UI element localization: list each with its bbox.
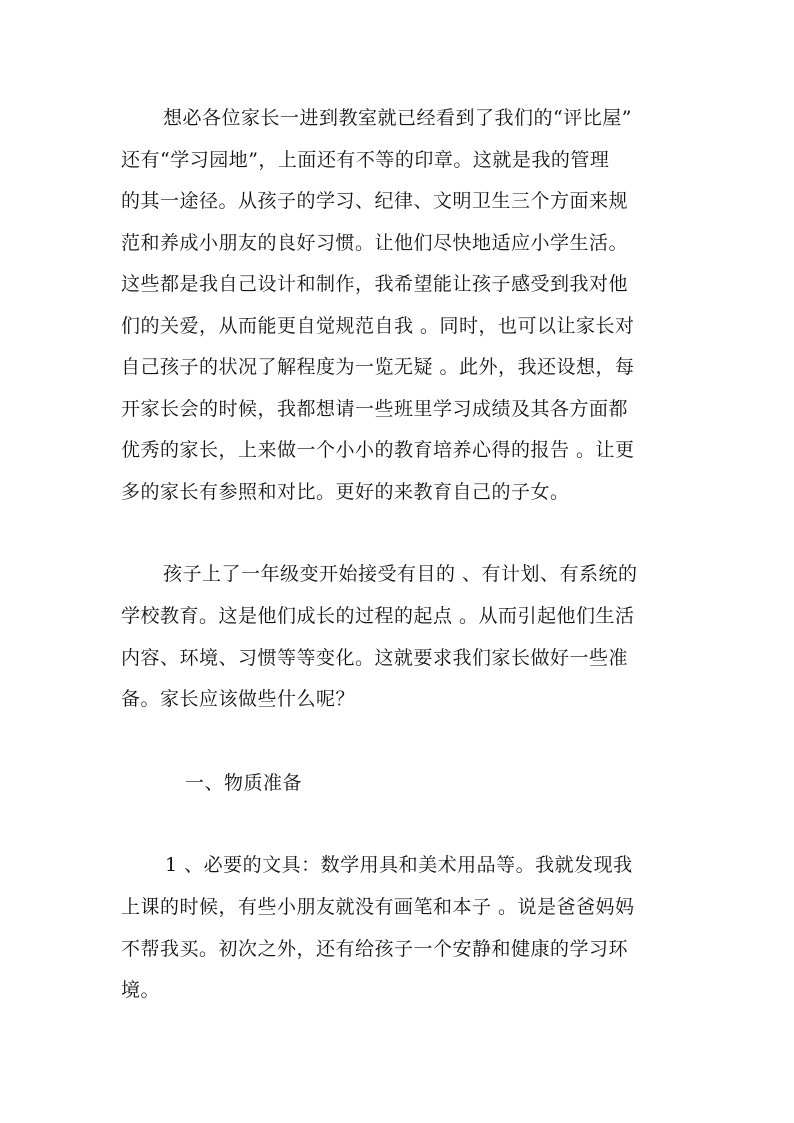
text-line: 范和养成小朋友的良好习惯。让他们尽快地适应小学生活。 xyxy=(121,232,629,254)
text-line: 的其一途径。从孩子的学习、纪律、文明卫生三个方面来规 xyxy=(121,190,629,212)
text-line: 自己孩子的状况了解程度为一览无疑 。此外，我还设想，每 xyxy=(121,356,635,378)
text-line: 多的家长有参照和对比。更好的来教育自己的子女。 xyxy=(121,481,570,503)
text-line: 孩子上了一年级变开始接受有目的 、有计划、有系统的 xyxy=(163,563,638,585)
text-line: 境。 xyxy=(121,979,161,1001)
text-line: 优秀的家长，上来做一个小小的教育培养心得的报告 。让更 xyxy=(121,439,635,461)
text-line: 们的关爱，从而能更自觉规范自我 。同时，也可以让家长对 xyxy=(121,315,635,337)
text-line: 这些都是我自己设计和制作，我希望能让孩子感受到我对他 xyxy=(121,273,629,295)
text-line: 不帮我买。初次之外，还有给孩子一个安静和健康的学习环 xyxy=(121,938,629,960)
text-line: 备。家长应该做些什么呢？ xyxy=(121,688,356,710)
text-line: 还有“学习园地”，上面还有不等的印章。这就是我的管理 xyxy=(121,149,610,171)
section-heading: 一、物质准备 xyxy=(185,772,303,794)
text-line: 学校教育。这是他们成长的过程的起点 。从而引起他们生活 xyxy=(121,605,635,627)
text-line: 开家长会的时候，我都想请一些班里学习成绩及其各方面都 xyxy=(121,398,629,420)
text-line: 内容、环境、习惯等等变化。这就要求我们家长做好一些准 xyxy=(121,647,629,669)
text-line: 1 、必要的文具：数学用具和美术用品等。我就发现我 xyxy=(165,854,633,876)
text-line: 想必各位家长一进到教室就已经看到了我们的“评比屋” xyxy=(163,107,632,129)
text-line: 上课的时候，有些小朋友就没有画笔和本子 。说是爸爸妈妈 xyxy=(121,896,635,918)
